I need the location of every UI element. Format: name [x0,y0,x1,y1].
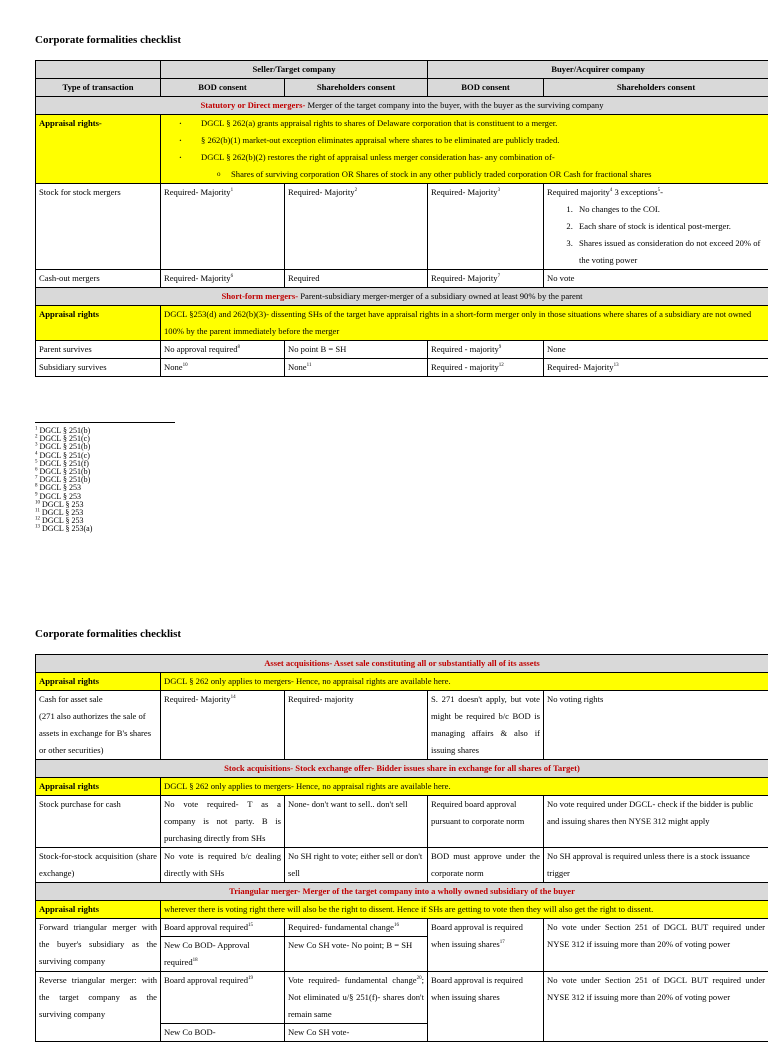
cell-buyer-sh: No vote under Section 251 of DGCL BUT required under NYSE 312 if issuing more than 20% of voting power [544,972,768,1042]
section-row-asset-acquisitions [36,655,768,673]
footnote: $^9$ DGCL § 253 [35,493,92,501]
cell-seller-sh: Required- Majority$^2$ [285,184,428,270]
cell-buyer-sh: No voting rights [544,691,768,760]
seller-header: Seller/Target company [161,61,428,79]
table-row-parent-survives [36,341,768,359]
cell-type: Stock purchase for cash [36,796,161,848]
cell-seller-bod: No vote is required b/c dealing directly with SHs [161,848,285,883]
cell-buyer-sh: Required majority$^4$ 3 exceptions$^5$- 1. No changes to the COI. 2. Each share of stock is identical post-merger. 3. Shares issued as consideration do not exceed 20% of the voting power [544,184,768,270]
acquisition-table [35,654,768,1042]
table-row-stock-for-stock-acquisition [36,848,768,883]
footnote: $^6$ DGCL § 251(b) [35,468,92,476]
cell-buyer-bod: S. 271 doesn't apply, but vote might be required b/c BOD is managing affairs & also if issuing shares [428,691,544,760]
footnote: $^8$ DGCL § 253 [35,484,92,492]
section-title: Triangular merger- Merger of the target company into a wholly owned subsidiary of the buyer [229,886,575,896]
footnote: $^{10}$ DGCL § 253 [35,501,92,509]
footnote: $^{12}$ DGCL § 253 [35,517,92,525]
appraisal-content: DGCL §253(d) and 262(b)(3)- dissenting SHs of the target have appraisal rights in a short-form merger only in those situations where shares of a subsidiary are not owned 100% by the parent immediately before the merger [161,306,768,341]
appraisal-bullet: · DGCL § 262(a) grants appraisal rights to shares of Delaware corporation that is constituent to a merger. [201,115,765,132]
section-text: Parent-subsidiary merger-merger of a subsidiary owned at least 90% by the parent [298,291,582,301]
section-row-direct-mergers [36,97,768,115]
cell-seller-bod: Board approval required$^{15}$ New Co BOD- Approval required$^{18}$ [161,919,285,972]
cell-buyer-sh: No vote required under DGCL- check if the bidder is public and issuing shares then NYSE 312 might apply [544,796,768,848]
cell-buyer-bod: Required - majority$^{12}$ [428,359,544,377]
appraisal-row [36,673,768,691]
section-text: Merger of the target company into the buyer, with the buyer as the surviving company [305,100,603,110]
header-row-2 [36,79,768,97]
cell-type: Stock-for-stock acquisition (share exchange) [36,848,161,883]
col-type-header: Type of transaction [36,79,161,97]
appraisal-row [36,115,768,184]
cell-buyer-bod: Board approval is required when issuing shares [428,972,544,1042]
footnote: $^1$ DGCL § 251(b) [35,427,92,435]
table-row-forward-triangular [36,919,768,972]
footnote: $^5$ DGCL § 251(f) [35,460,92,468]
appraisal-label: Appraisal rights- [36,115,161,184]
section-title: Short-form mergers- [221,291,298,301]
appraisal-label: Appraisal rights [36,778,161,796]
appraisal-content: wherever there is voting right there will also be the right to dissent. Hence if SHs are getting to vote then they will also get the right to dissent. [161,901,768,919]
cell-buyer-sh: Required- Majority$^{13}$ [544,359,768,377]
cell-buyer-bod: Required- Majority$^3$ [428,184,544,270]
appraisal-row [36,306,768,341]
appraisal-label: Appraisal rights [36,306,161,341]
exception-item: 2. Each share of stock is identical post-merger. [575,218,765,235]
section-row-triangular [36,883,768,901]
cell-seller-sh: No SH right to vote; either sell or don't sell [285,848,428,883]
cell-buyer-sh: None [544,341,768,359]
cell-seller-sh: Required [285,270,428,288]
footnote-divider [35,422,175,423]
footnote: $^2$ DGCL § 251(c) [35,435,92,443]
page-title: Corporate formalities checklist [35,34,181,46]
cell-seller-sh: Required- fundamental change$^{16}$ New Co SH vote- No point; B = SH [285,919,428,972]
table-row-subsidiary-survives [36,359,768,377]
cell-seller-bod: None$^{10}$ [161,359,285,377]
cell-seller-bod: No vote required- T as a company is not party. B is purchasing directly from SHs [161,796,285,848]
cell-seller-sh: No point B = SH [285,341,428,359]
col-seller-sh-header: Shareholders consent [285,79,428,97]
section-title: Asset acquisitions- Asset sale constituting all or substantially all of its assets [264,658,540,668]
cell-seller-sh: Required- majority [285,691,428,760]
exception-item: 3. Shares issued as consideration do not exceed 20% of the voting power [575,235,765,269]
section-row-short-form [36,288,768,306]
col-buyer-sh-header: Shareholders consent [544,79,768,97]
appraisal-row [36,901,768,919]
table-row-cash-for-asset [36,691,768,760]
cell-buyer-bod: Required- Majority$^7$ [428,270,544,288]
cell-buyer-bod: Board approval is required when issuing shares$^{17}$ [428,919,544,972]
cell-seller-sh: None- don't want to sell.. don't sell [285,796,428,848]
col-seller-bod-header: BOD consent [161,79,285,97]
table-row-stock-purchase [36,796,768,848]
section-title: Stock acquisitions- Stock exchange offer- Bidder issues share in exchange for all shares of Target) [224,763,580,773]
cell-type: Cash for asset sale (271 also authorizes the sale of assets in exchange for B's shares or other securities) [36,691,161,760]
footnotes [35,427,92,534]
cell-type: Reverse triangular merger: with the target company as the surviving company [36,972,161,1042]
cell-buyer-sh: No SH approval is required unless there is a stock issuance trigger [544,848,768,883]
cell-buyer-bod: Required - majority$^9$ [428,341,544,359]
cell-seller-sh: None$^{11}$ [285,359,428,377]
appraisal-label: Appraisal rights [36,673,161,691]
cell-type: Cash-out mergers [36,270,161,288]
appraisal-sub-bullet: o Shares of surviving corporation OR Shares of stock in any other publicly traded corporation OR Cash for fractional shares [231,166,765,183]
appraisal-bullet: · DGCL § 262(b)(2) restores the right of appraisal unless merger consideration has- any combination of- [201,149,765,166]
cell-seller-bod: No approval required$^8$ [161,341,285,359]
footnote: $^{11}$ DGCL § 253 [35,509,92,517]
cell-buyer-bod: BOD must approve under the corporate norm [428,848,544,883]
cell-type: Parent survives [36,341,161,359]
appraisal-content: DGCL § 262 only applies to mergers- Hence, no appraisal rights are available here. [161,673,768,691]
col-buyer-bod-header: BOD consent [428,79,544,97]
appraisal-row [36,778,768,796]
cell-seller-bod: Required- Majority$^{14}$ [161,691,285,760]
cell-seller-sh: Vote required- fundamental change$^{20}$; Not eliminated u/§ 251(f)- shares don't remain same New Co SH vote- [285,972,428,1042]
cell-type: Stock for stock mergers [36,184,161,270]
cell-seller-bod: Required- Majority$^6$ [161,270,285,288]
footnote: $^{13}$ DGCL § 253(a) [35,525,92,533]
cell-buyer-bod: Required board approval pursuant to corporate norm [428,796,544,848]
cell-type: Forward triangular merger with the buyer's subsidiary as the surviving company [36,919,161,972]
table-row-stock-for-stock [36,184,768,270]
section-row-stock-acquisitions [36,760,768,778]
appraisal-content: DGCL § 262 only applies to mergers- Hence, no appraisal rights are available here. [161,778,768,796]
exception-item: 1. No changes to the COI. [575,201,765,218]
header-row-1 [36,61,768,79]
merger-table [35,60,768,377]
cell-buyer-sh: No vote under Section 251 of DGCL BUT required under NYSE 312 if issuing more than 20% of voting power [544,919,768,972]
cell-seller-bod: Required- Majority$^1$ [161,184,285,270]
cell-seller-bod: Board approval required$^{19}$ New Co BOD- [161,972,285,1042]
appraisal-bullet: · § 262(b)(1) market-out exception eliminates appraisal where shares to be eliminated are publicly traded. [201,132,765,149]
appraisal-label: Appraisal rights [36,901,161,919]
cell-buyer-sh: No vote [544,270,768,288]
appraisal-content [161,115,768,184]
page-title-2: Corporate formalities checklist [35,628,181,640]
table-row-reverse-triangular [36,972,768,1042]
table-row-cash-out [36,270,768,288]
cell-type: Subsidiary survives [36,359,161,377]
footnote: $^3$ DGCL § 251(b) [35,443,92,451]
footnote: $^7$ DGCL § 251(b) [35,476,92,484]
buyer-header: Buyer/Acquirer company [428,61,768,79]
footnote: $^4$ DGCL § 251(c) [35,452,92,460]
section-title: Statutory or Direct mergers- [200,100,305,110]
